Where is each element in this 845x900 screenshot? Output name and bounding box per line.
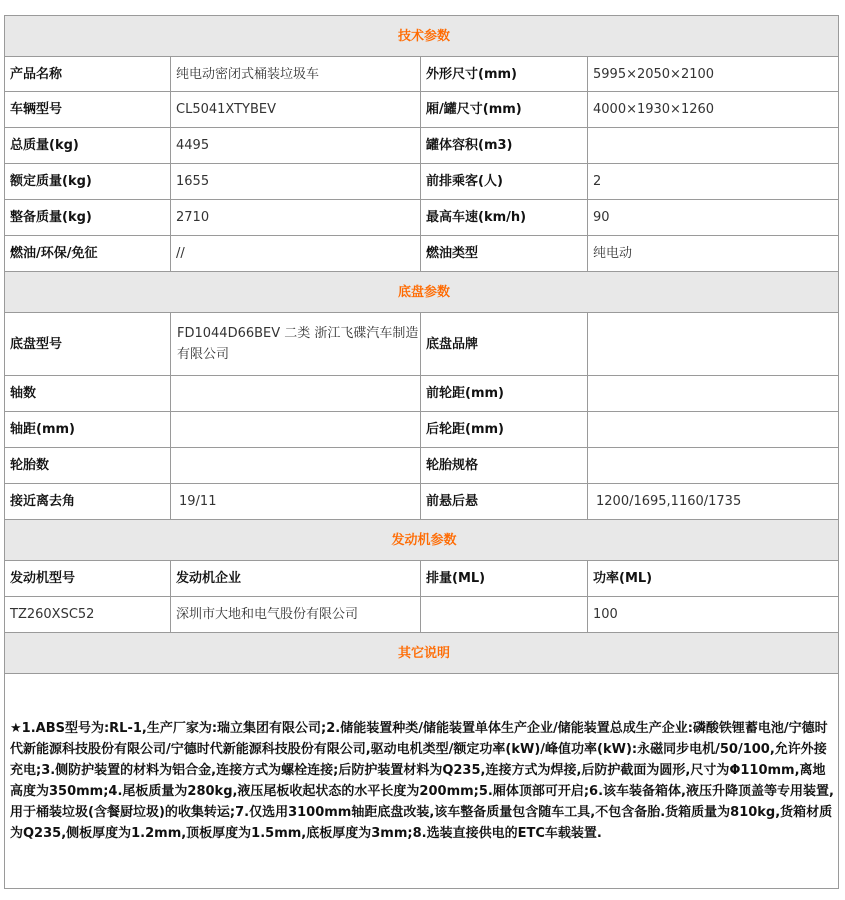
section-title-other: 其它说明 [5, 633, 839, 674]
value-tank-volume [588, 128, 839, 164]
value-vehicle-model: CL5041XTYBEV [171, 92, 421, 128]
value-fuel-type: 纯电动 [588, 236, 839, 272]
label-overhang: 前悬后悬 [421, 484, 588, 520]
spec-table [4, 15, 839, 889]
value-chassis-brand [588, 313, 839, 376]
label-product-name: 产品名称 [5, 57, 171, 92]
label-chassis-brand: 底盘品牌 [421, 313, 588, 376]
label-fuel-env: 燃油/环保/免征 [5, 236, 171, 272]
label-chassis-model: 底盘型号 [5, 313, 171, 376]
label-front-track: 前轮距(mm) [421, 376, 588, 412]
value-product-name: 纯电动密闭式桶装垃圾车 [171, 57, 421, 92]
value-chassis-model: FD1044D66BEV 二类 浙江飞碟汽车制造有限公司 [171, 313, 421, 376]
value-approach-departure-angle: 19/11 [171, 484, 421, 520]
section-title-chassis: 底盘参数 [5, 272, 839, 313]
label-tire-spec: 轮胎规格 [421, 448, 588, 484]
value-wheelbase [171, 412, 421, 448]
value-box-size: 4000×1930×1260 [588, 92, 839, 128]
label-approach-departure-angle: 接近离去角 [5, 484, 171, 520]
value-tire-spec [588, 448, 839, 484]
section-title-engine: 发动机参数 [5, 520, 839, 561]
value-gross-mass: 4495 [171, 128, 421, 164]
value-max-speed: 90 [588, 200, 839, 236]
label-rear-track: 后轮距(mm) [421, 412, 588, 448]
value-front-passengers: 2 [588, 164, 839, 200]
value-rear-track [588, 412, 839, 448]
section-title-tech: 技术参数 [5, 16, 839, 57]
label-rated-mass: 额定质量(kg) [5, 164, 171, 200]
label-axles: 轴数 [5, 376, 171, 412]
value-axles [171, 376, 421, 412]
label-tank-volume: 罐体容积(m3) [421, 128, 588, 164]
label-dimensions: 外形尺寸(mm) [421, 57, 588, 92]
other-notes-text: ★1.ABS型号为:RL-1,生产厂家为:瑞立集团有限公司;2.储能装置种类/储能装置单体生产企业/储能装置总成生产企业:磷酸铁锂蓄电池/宁德时代新能源科技股份有限公司/宁德时代新能源科技股份有限公司,驱动电机类型/额定功率(kW)/峰值功率(kW):永磁同步电机/50/100,允许外接充电;3.侧防护装置的材料为铝合金,连接方式为螺栓连接;后防护装置材料为Q235,连接方式为焊接,后防护截面为圆形,尺寸为Φ110mm,离地高度为350mm;4.尾板质量为280kg,液压尾板收起状态的水平长度为200mm;5.厢体顶部可开启;6.该车装备箱体,液压升降顶盖等专用装置,用于桶装垃圾(含餐厨垃圾)的收集转运;7.仅选用3100mm轴距底盘改装,该车整备质量包含随车工具,不包含备胎.货箱质量为810kg,货箱材质为Q235,侧板厚度为1.2mm,顶板厚度为1.5mm,底板厚度为3mm;8.选装直接供电的ETC车载装置. [5, 674, 839, 889]
value-engine-maker: 深圳市大地和电气股份有限公司 [171, 597, 421, 633]
label-fuel-type: 燃油类型 [421, 236, 588, 272]
label-displacement: 排量(ML) [421, 561, 588, 597]
label-engine-model: 发动机型号 [5, 561, 171, 597]
value-dimensions: 5995×2050×2100 [588, 57, 839, 92]
value-displacement [421, 597, 588, 633]
value-rated-mass: 1655 [171, 164, 421, 200]
label-vehicle-model: 车辆型号 [5, 92, 171, 128]
value-front-track [588, 376, 839, 412]
label-curb-mass: 整备质量(kg) [5, 200, 171, 236]
value-power: 100 [588, 597, 839, 633]
value-curb-mass: 2710 [171, 200, 421, 236]
value-tire-count [171, 448, 421, 484]
label-max-speed: 最高车速(km/h) [421, 200, 588, 236]
value-engine-model: TZ260XSC52 [5, 597, 171, 633]
label-wheelbase: 轴距(mm) [5, 412, 171, 448]
label-power: 功率(ML) [588, 561, 839, 597]
label-front-passengers: 前排乘客(人) [421, 164, 588, 200]
value-overhang: 1200/1695,1160/1735 [588, 484, 839, 520]
label-gross-mass: 总质量(kg) [5, 128, 171, 164]
label-tire-count: 轮胎数 [5, 448, 171, 484]
value-fuel-env: // [171, 236, 421, 272]
label-engine-maker: 发动机企业 [171, 561, 421, 597]
label-box-size: 厢/罐尺寸(mm) [421, 92, 588, 128]
